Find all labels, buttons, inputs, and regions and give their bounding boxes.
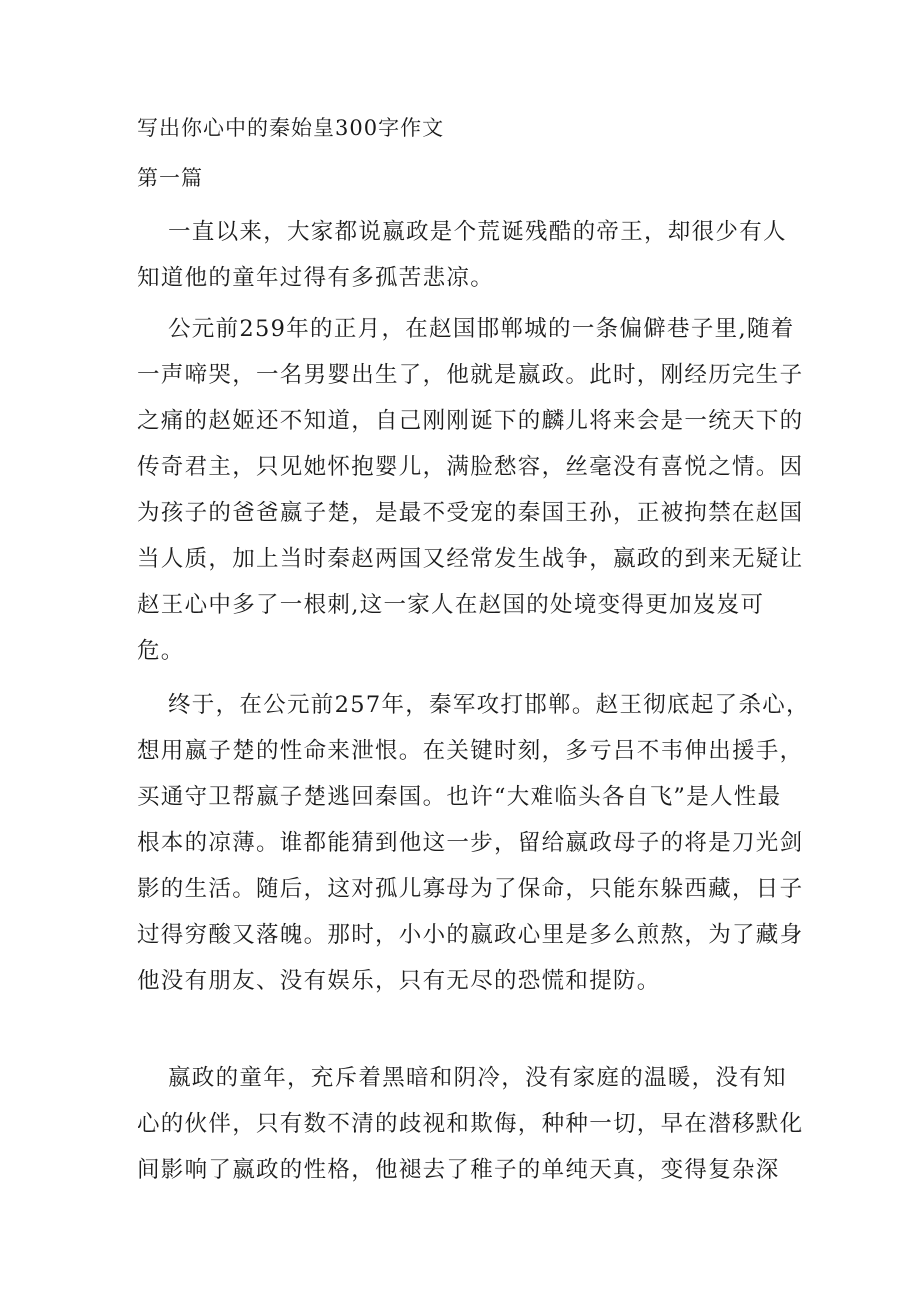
paragraph-line: 为孩子的爸爸嬴子楚，是最不受宠的秦国王孙，正被拘禁在赵国 (137, 500, 804, 526)
paragraph-line: 根本的凉薄。谁都能猜到他这一步，留给嬴政母子的将是刀光剑 (137, 830, 804, 856)
paragraph-4 (137, 1055, 804, 1193)
paragraph-line: 影的生活。随后，这对孤儿寡母为了保命，只能东躲西藏，日子 (137, 876, 804, 902)
paragraph-line: 买通守卫帮嬴子楚逃回秦国。也许“大难临头各自飞”是人性最 (137, 784, 782, 810)
paragraph-line: 想用嬴子楚的性命来泄恨。在关键时刻，多亏吕不韦伸出援手， (137, 738, 804, 764)
section-heading: 第一篇 (137, 166, 203, 190)
paragraph-line: 赵王心中多了一根刺,这一家人在赵国的处境变得更加岌岌可 (137, 592, 765, 618)
document-title: 写出你心中的秦始皇300字作文 (137, 116, 445, 140)
paragraph-2 (137, 306, 804, 674)
paragraph-line: 心的伙伴，只有数不清的歧视和欺侮，种种一切，早在潜移默化 (137, 1111, 804, 1137)
paragraph-line: 公元前259年的正月，在赵国邯郸城的一条偏僻巷子里,随着 (168, 316, 795, 342)
paragraph-line: 知道他的童年过得有多孤苦悲凉。 (137, 265, 495, 291)
paragraph-line: 危。 (137, 638, 185, 664)
paragraph-line: 终于，在公元前257年，秦军攻打邯郸。赵王彻底起了杀心， (168, 692, 810, 718)
paragraph-1 (137, 209, 789, 301)
paragraph-3 (137, 682, 810, 1004)
paragraph-line: 过得穷酸又落魄。那时，小小的嬴政心里是多么煎熬，为了藏身 (137, 922, 804, 948)
paragraph-line: 嬴政的童年，充斥着黑暗和阴冷，没有家庭的温暖，没有知 (168, 1065, 787, 1091)
paragraph-line: 间影响了嬴政的性格，他褪去了稚子的单纯天真，变得复杂深 (137, 1157, 780, 1183)
paragraph-line: 他没有朋友、没有娱乐，只有无尽的恐慌和提防。 (137, 968, 661, 994)
paragraph-line: 之痛的赵姬还不知道，自己刚刚诞下的麟儿将来会是一统天下的 (137, 408, 804, 434)
paragraph-line: 传奇君主，只见她怀抱婴儿，满脸愁容，丝毫没有喜悦之情。因 (137, 454, 804, 480)
paragraph-line: 一声啼哭，一名男婴出生了，他就是嬴政。此时，刚经历完生子 (137, 362, 804, 388)
paragraph-line: 当人质，加上当时秦赵两国又经常发生战争，嬴政的到来无疑让 (137, 546, 804, 572)
paragraph-line: 一直以来，大家都说嬴政是个荒诞残酷的帝王，却很少有人 (168, 219, 787, 245)
